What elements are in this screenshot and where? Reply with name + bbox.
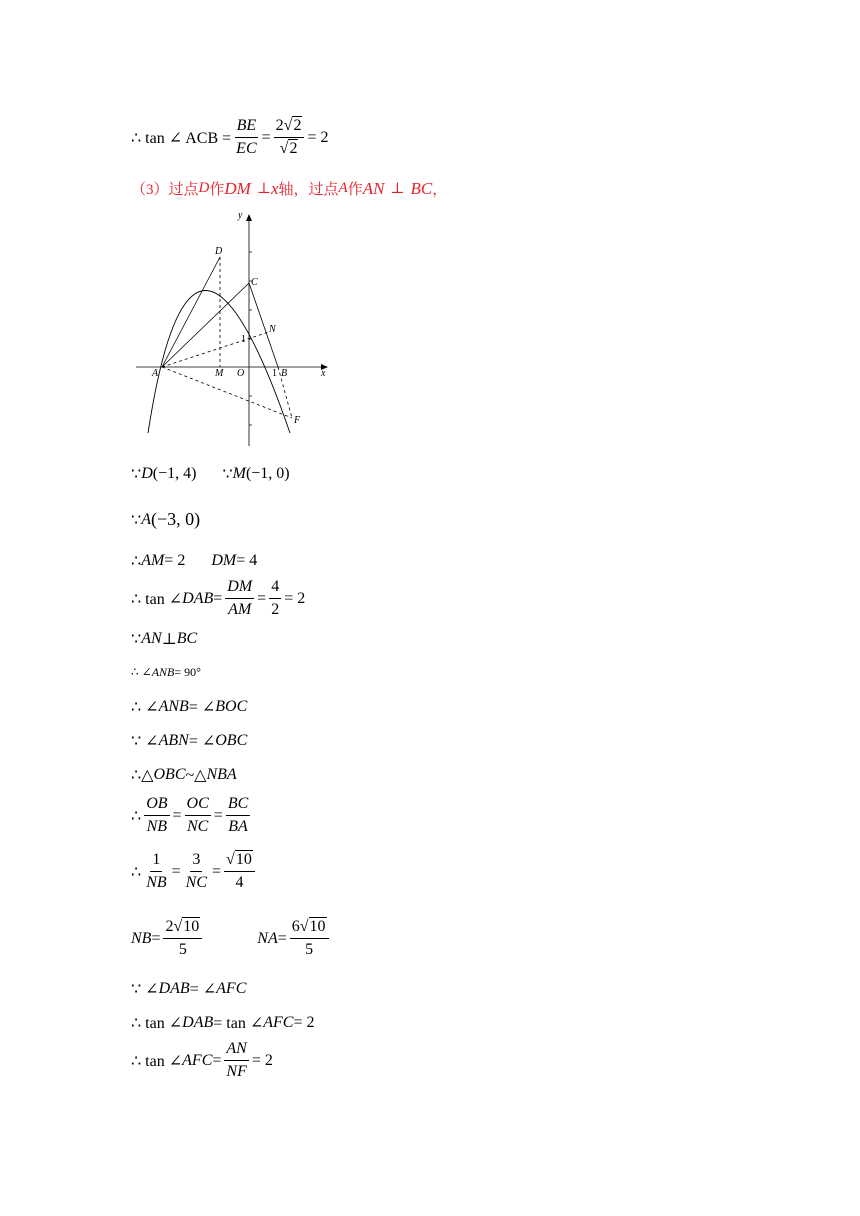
step-anb-boc: [131, 697, 247, 717]
step-tan-afc: [131, 1039, 273, 1082]
equals-sign: =: [212, 1051, 222, 1069]
point-d: D: [141, 465, 153, 482]
step-ratio-values: ∴ $\frac{1}{NB}$ = $\frac{3}{NC}$ = √ 10 4: [131, 850, 258, 893]
step-similar-triangles: [131, 765, 237, 785]
sqrt-symbol: √ 2: [279, 140, 298, 157]
triangle-nba: NBA: [206, 766, 237, 783]
fraction-3-nc: [184, 850, 209, 893]
segment-bc: BC: [176, 630, 198, 647]
radicand: 2: [293, 117, 302, 134]
numerator: 3: [190, 850, 202, 872]
therefore-symbol: ∴: [131, 863, 142, 881]
denominator: AM: [228, 601, 252, 618]
step-abn-obc: [131, 731, 247, 751]
tan-acb-prefix: ∴ tan ∠ ACB =: [131, 129, 232, 147]
radicand: 10: [309, 918, 326, 935]
segment-nb: NB: [131, 929, 152, 947]
equals-sign: =: [261, 128, 271, 146]
numerator: OB: [144, 794, 169, 816]
perp-symbol: ⊥: [390, 181, 405, 197]
step-nb-na-values: [131, 917, 332, 960]
coef: 2: [165, 918, 174, 935]
radicand: 10: [183, 918, 200, 935]
fraction-oc-nc: [185, 794, 211, 837]
value-am: = 2: [164, 552, 186, 569]
label-x: x: [321, 368, 326, 379]
step-an-perp-bc: [131, 629, 197, 649]
text-part: 作: [209, 182, 225, 198]
coef: 6: [291, 918, 300, 935]
angle-afc: AFC: [263, 1014, 294, 1031]
sqrt-symbol: √ 10: [299, 918, 326, 935]
segment-dm: DM: [224, 178, 251, 198]
label-b: B: [281, 368, 288, 379]
text-part: 作: [347, 182, 363, 198]
fraction-6sqrt10-5: [290, 917, 329, 960]
perp-symbol: ⊥: [256, 181, 271, 197]
point-a: A: [338, 180, 348, 196]
because-symbol: ∵: [131, 466, 142, 483]
denominator: NC: [186, 818, 209, 835]
text-part: （3）过点: [131, 182, 199, 198]
angle-afc: AFC: [216, 980, 247, 997]
numerator: AN: [224, 1039, 248, 1061]
therefore-angle: ∴ ∠: [131, 699, 159, 716]
because-angle: ∵ ∠: [131, 733, 159, 750]
angle-obc: OBC: [215, 732, 248, 749]
angle-dab: DAB: [182, 1014, 214, 1031]
label-o: O: [237, 368, 245, 379]
text-part: ，: [432, 182, 448, 198]
fraction-an-nf: [224, 1039, 248, 1082]
result: = 2: [251, 1051, 273, 1069]
denominator: 2: [271, 601, 280, 618]
step-ratio-sides: ∴ $\frac{OB}{NB}$ = $\frac{OC}{NC}$ = $\frac{BC}{BA}$: [131, 795, 249, 835]
label-f: F: [294, 415, 301, 426]
segment-dm: DM: [211, 552, 237, 569]
numerator: 4: [269, 577, 281, 599]
step-tan-equal: [131, 1013, 314, 1033]
step-d-m-coords: [131, 464, 290, 484]
numerator-be: BE: [235, 116, 259, 138]
step-am-dm: [131, 551, 257, 571]
triangle-obc: OBC: [153, 766, 186, 783]
x-axis-var: x: [270, 178, 279, 198]
denominator: NF: [226, 1063, 247, 1080]
dashed-segments: [162, 257, 292, 418]
therefore-triangle: ∴△: [131, 767, 154, 784]
therefore-symbol: ∴: [131, 807, 142, 825]
tan-prefix: ∴ tan ∠: [131, 590, 183, 608]
step-tan-dab: [131, 577, 305, 620]
numerator: [163, 917, 202, 939]
because-symbol: ∵: [131, 631, 142, 648]
because-symbol: ∵: [222, 466, 233, 483]
y-axis-arrow-icon: [246, 214, 252, 221]
result: = 2: [293, 1014, 315, 1031]
text-part: 轴，过点: [278, 182, 339, 198]
because-angle: ∵ ∠: [131, 981, 159, 998]
tan-prefix: ∴ tan ∠: [131, 1015, 183, 1032]
therefore-symbol: ∴: [131, 553, 142, 570]
coords-m: (−1, 0): [245, 465, 290, 482]
result: = 2: [307, 128, 329, 146]
equals-sign: =: [151, 929, 161, 947]
fraction-bc-ba: [226, 794, 250, 837]
point-a: A: [141, 510, 151, 528]
sqrt-symbol: √ 10: [173, 918, 200, 935]
result: = 2: [284, 589, 306, 607]
label-one-x: 1: [272, 368, 277, 379]
step-3-heading: [131, 178, 447, 199]
value-90: = 90°: [174, 665, 201, 679]
fraction-sqrt10-4: [224, 850, 255, 893]
fraction-2sqrt10-5: [163, 917, 202, 960]
equals-sign: =: [213, 589, 223, 607]
angle-boc: BOC: [215, 698, 248, 715]
fraction-ob-nb: [144, 794, 169, 837]
label-c: C: [251, 277, 258, 288]
angle-anb: ANB: [151, 665, 175, 679]
angle-dab: DAB: [182, 589, 214, 607]
equals-tan: = tan ∠: [213, 1015, 264, 1032]
coords-a: (−3, 0): [150, 509, 201, 529]
label-m: M: [215, 368, 224, 379]
equals-sign: =: [257, 589, 267, 607]
angle-afc: AFC: [182, 1051, 213, 1069]
equals-angle: = ∠: [189, 981, 217, 998]
step-anb-90: [131, 665, 201, 680]
numerator-2sqrt2: [274, 116, 305, 138]
step-dab-afc: [131, 979, 246, 999]
angle-abn: ABN: [158, 732, 189, 749]
denominator: NC: [185, 874, 208, 891]
numerator: [224, 850, 255, 872]
numerator: 1: [150, 850, 162, 872]
because-symbol: ∵: [131, 511, 142, 529]
fraction-be-ec: [234, 116, 258, 159]
parabola-figure: [130, 208, 340, 453]
tan-prefix: ∴ tan ∠: [131, 1052, 183, 1070]
fraction-4-2: [269, 577, 281, 620]
numerator: OC: [185, 794, 211, 816]
label-a: A: [152, 368, 159, 379]
point-d: D: [198, 180, 210, 196]
denominator-sqrt2: [278, 138, 301, 159]
numerator: DM: [225, 577, 254, 599]
denominator: BA: [228, 818, 248, 835]
therefore-symbol: ∴ ∠: [131, 665, 152, 679]
segment-am: AM: [141, 552, 165, 569]
denominator: 4: [235, 874, 244, 891]
fraction-1-nb: [144, 850, 168, 893]
label-n: N: [269, 324, 276, 335]
fraction-dm-am: [225, 577, 254, 620]
fraction-2sqrt2-sqrt2: [274, 116, 305, 159]
sqrt-symbol: √ 10: [226, 851, 252, 868]
label-one-y: 1: [241, 334, 246, 345]
equals-angle: = ∠: [188, 699, 216, 716]
denominator: 5: [178, 941, 187, 958]
step-a-coords: [131, 509, 200, 530]
denominator-ec: EC: [236, 140, 257, 157]
segment-na: NA: [257, 929, 278, 947]
denominator: NB: [146, 818, 168, 835]
perp-symbol: ⊥: [161, 631, 177, 648]
sqrt-symbol: √ 2: [283, 117, 302, 134]
segment-bc: BC: [410, 178, 433, 198]
denominator: 5: [305, 941, 314, 958]
angle-dab: DAB: [158, 980, 190, 997]
equals-angle: = ∠: [188, 733, 216, 750]
coef: 2: [275, 117, 284, 134]
angle-anb: ANB: [158, 698, 189, 715]
segment-an: AN: [141, 630, 162, 647]
label-d: D: [215, 246, 223, 257]
coords-d: (−1, 4): [152, 465, 197, 482]
value-dm: = 4: [236, 552, 258, 569]
similar-triangle: ~△: [185, 767, 207, 784]
label-y: y: [238, 210, 243, 221]
point-m: M: [232, 465, 246, 482]
denominator: NB: [146, 874, 167, 891]
segment-an: AN: [362, 178, 385, 198]
radicand: 10: [235, 851, 252, 868]
equals-sign: =: [277, 929, 287, 947]
radicand: 2: [289, 140, 298, 157]
numerator: BC: [226, 794, 250, 816]
numerator: [290, 917, 329, 939]
equation-tan-acb: [131, 116, 328, 159]
